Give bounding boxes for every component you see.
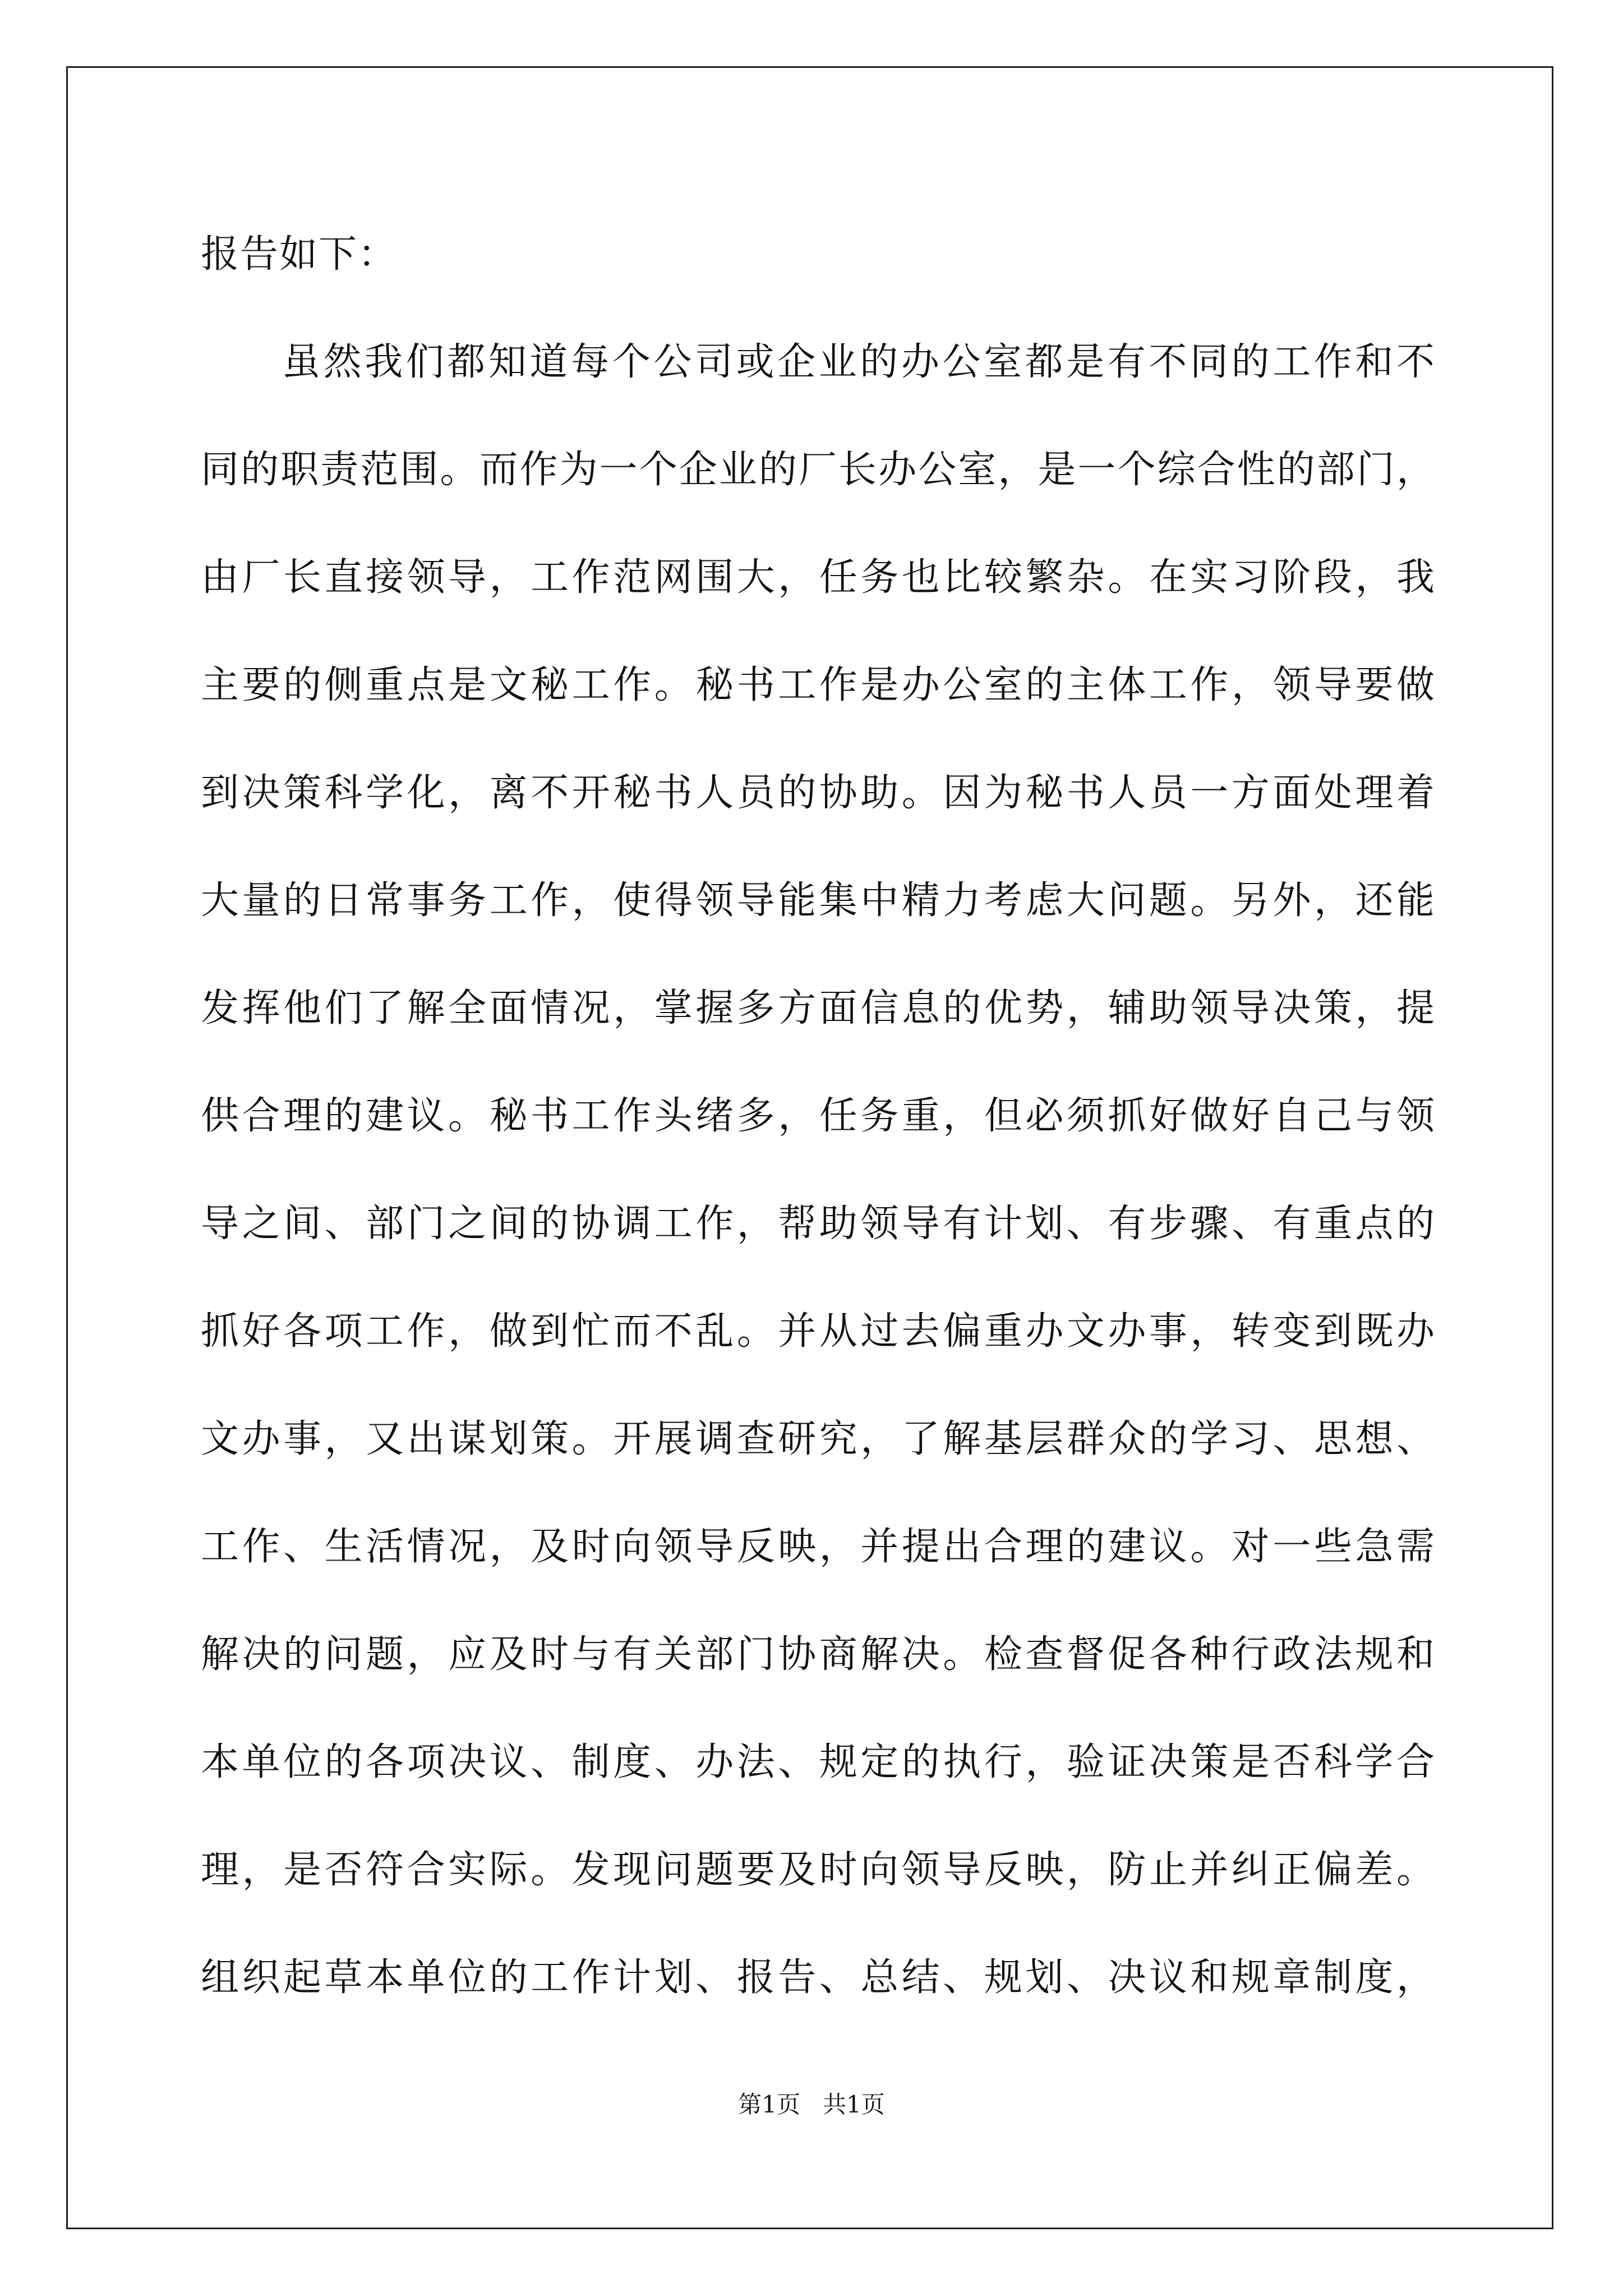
text-line: 发挥他们了解全面情况，掌握多方面信息的优势，辅助领导决策，提 — [201, 986, 1435, 1030]
text-line: 虽然我们都知道每个公司或企业的办公室都是有不同的工作和不 — [282, 340, 1435, 384]
text-line: 文办事，又出谋划策。开展调查研究，了解基层群众的学习、思想、 — [201, 1417, 1435, 1461]
text-line: 大量的日常事务工作，使得领导能集中精力考虑大问题。另外，还能 — [201, 878, 1435, 923]
text-line: 抓好各项工作，做到忙而不乱。并从过去偏重办文办事，转变到既办 — [201, 1309, 1435, 1354]
text-line: 本单位的各项决议、制度、办法、规定的执行，验证决策是否科学合 — [201, 1740, 1435, 1784]
page-border — [66, 66, 1553, 2229]
text-line: 供合理的建议。秘书工作头绪多，任务重，但必须抓好做好自己与领 — [201, 1094, 1435, 1138]
text-line: 工作、生活情况，及时向领导反映，并提出合理的建议。对一些急需 — [201, 1525, 1435, 1569]
text-line: 同的职责范围。而作为一个企业的厂长办公室，是一个综合性的部门， — [201, 448, 1435, 492]
text-line: 报告如下： — [201, 232, 398, 277]
text-line: 导之间、部门之间的协调工作，帮助领导有计划、有步骤、有重点的 — [201, 1202, 1435, 1246]
text-line: 解决的问题，应及时与有关部门协商解决。检查督促各种行政法规和 — [201, 1632, 1435, 1677]
text-line: 到决策科学化，离不开秘书人员的协助。因为秘书人员一方面处理着 — [201, 771, 1435, 815]
page-footer: 第1页 共1页 — [738, 2091, 885, 2118]
text-line: 主要的侧重点是文秘工作。秘书工作是办公室的主体工作，领导要做 — [201, 663, 1435, 707]
text-line: 组织起草本单位的工作计划、报告、总结、规划、决议和规章制度， — [201, 1955, 1435, 2000]
text-line: 由厂长直接领导，工作范网围大，任务也比较繁杂。在实习阶段，我 — [201, 555, 1435, 600]
text-line: 理，是否符合实际。发现问题要及时向领导反映，防止并纠正偏差。 — [201, 1848, 1435, 1892]
